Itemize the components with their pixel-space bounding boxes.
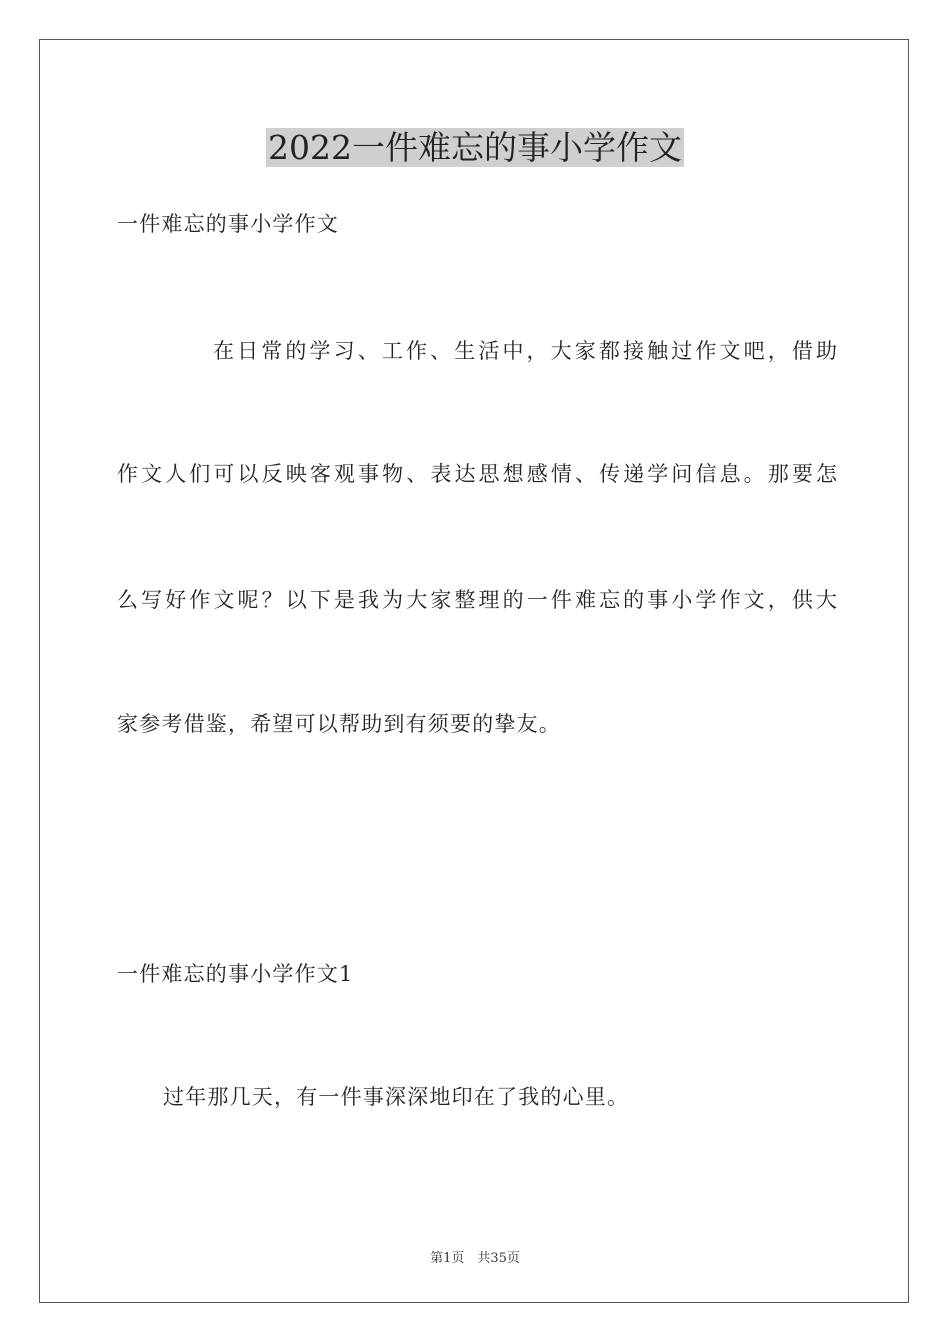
page-number: 第1页 共35页 [430,1251,520,1266]
section-heading: 一件难忘的事小学作文1 [117,962,354,986]
section-paragraph-line: 过年那几天，有一件事深深地印在了我的心里。 [163,1085,630,1109]
intro-line-3: 么写好作文呢？以下是我为大家整理的一件难忘的事小学作文，供大 [117,588,837,612]
document-title [0,126,950,170]
intro-line-2: 作文人们可以反映客观事物、表达思想感情、传递学问信息。那要怎 [117,462,837,486]
document-title-text: 2022一件难忘的事小学作文 [268,128,682,167]
document-subtitle: 一件难忘的事小学作文 [117,212,339,236]
intro-line-1: 在日常的学习、工作、生活中，大家都接触过作文吧，借助 [213,339,837,363]
intro-line-4: 家参考借鉴，希望可以帮助到有须要的挚友。 [117,712,561,736]
